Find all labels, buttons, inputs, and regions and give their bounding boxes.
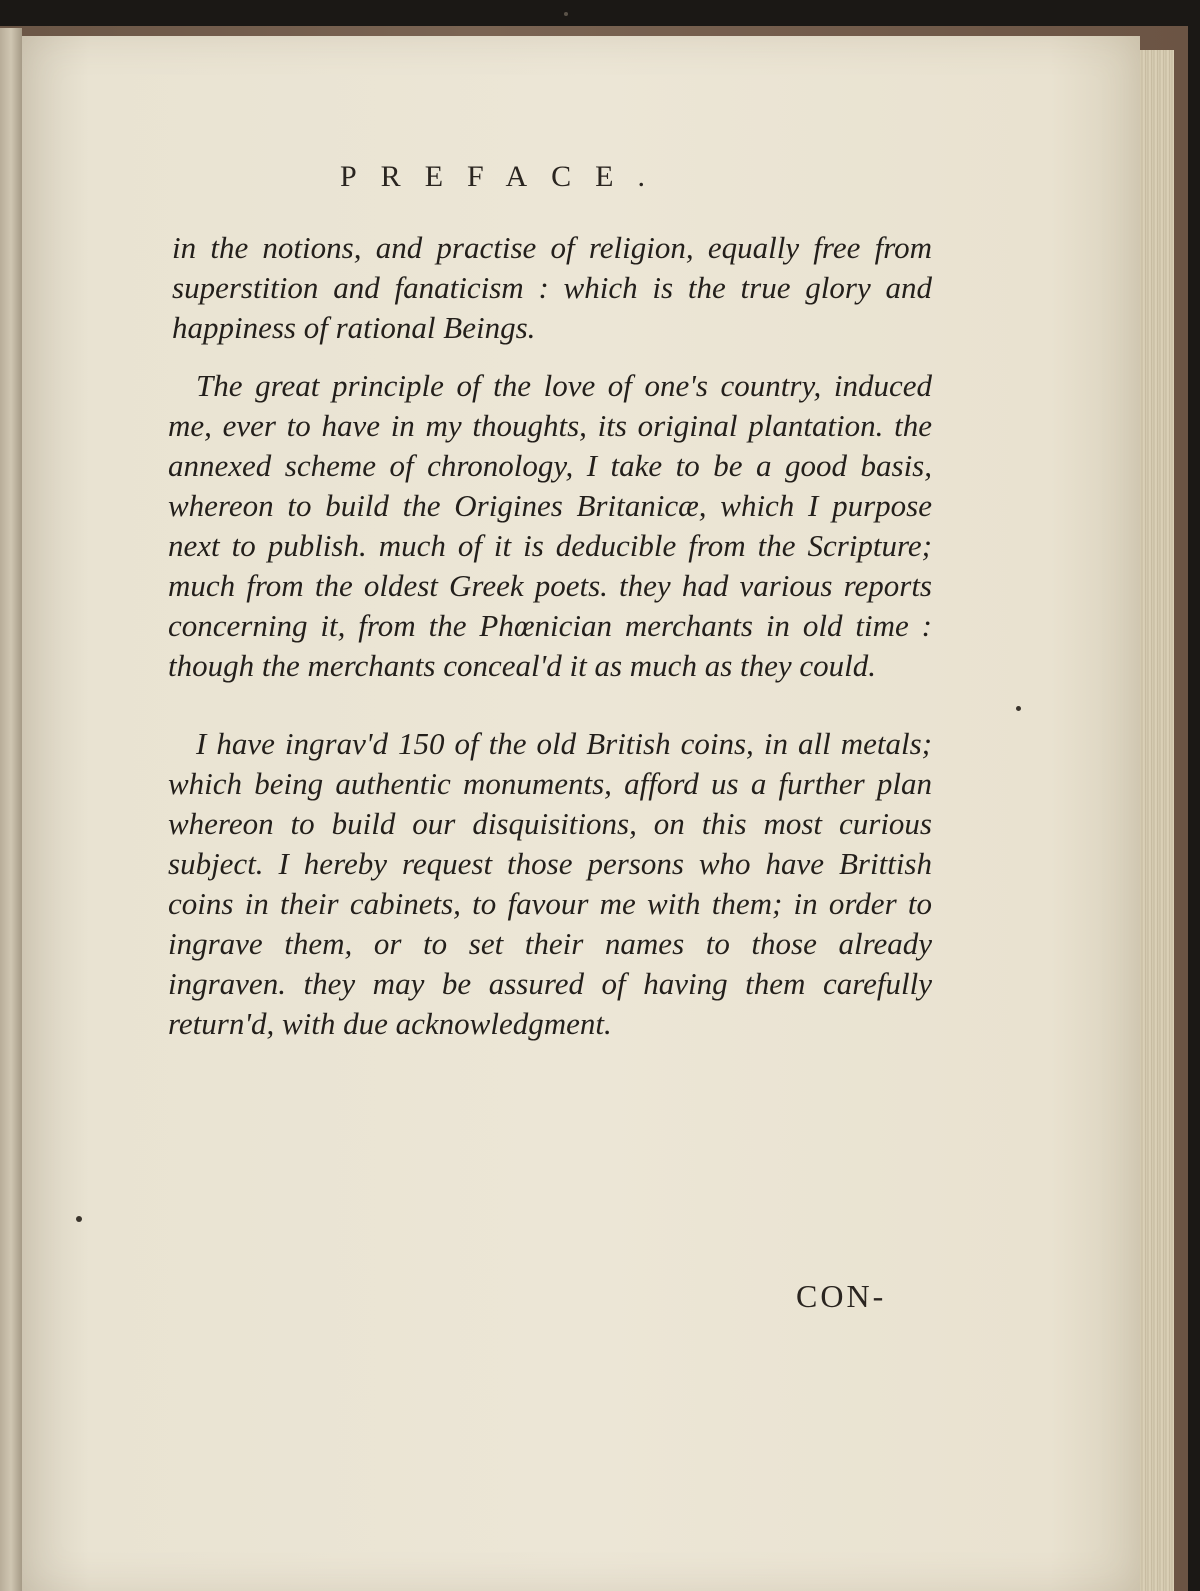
ink-spot [1016,706,1021,711]
page-block-edges [1140,50,1174,1591]
facing-page-edge [0,28,22,1591]
ink-spot [564,12,568,16]
paragraph-3: I have ingrav'd 150 of the old British coins, in all metals; which being authentic monuments, afford us a further plan whereon to build our disquisitions, on this most curious subject. I hereby request those persons who have Brittish coins in their cabinets, to favour me with them; in order to ingrave them, or to set their names to those already ingraven. they may be assured of having them carefully return'd, with due acknowledgment. [168,726,932,1041]
paragraph-1: in the notions, and practise of religion, equally free from superstition and fanaticism : which is the true glory and happiness of rational Beings. [172,230,932,345]
ink-spot [76,1216,82,1222]
catchword: CON- [796,1278,887,1314]
running-header: PREFACE. [340,160,669,193]
paragraph-2: The great principle of the love of one's country, induced me, ever to have in my thoughts, its original plantation. the annexed scheme of chronology, I take to be a good basis, whereon to build the Origines Britanicæ, which I purpose next to publish. much of it is deducible from the Scripture; much from the oldest Greek poets. they had various reports concerning it, from the Phœnician merchants in old time : though the merchants conceal'd it as much as they could. [168,368,932,683]
